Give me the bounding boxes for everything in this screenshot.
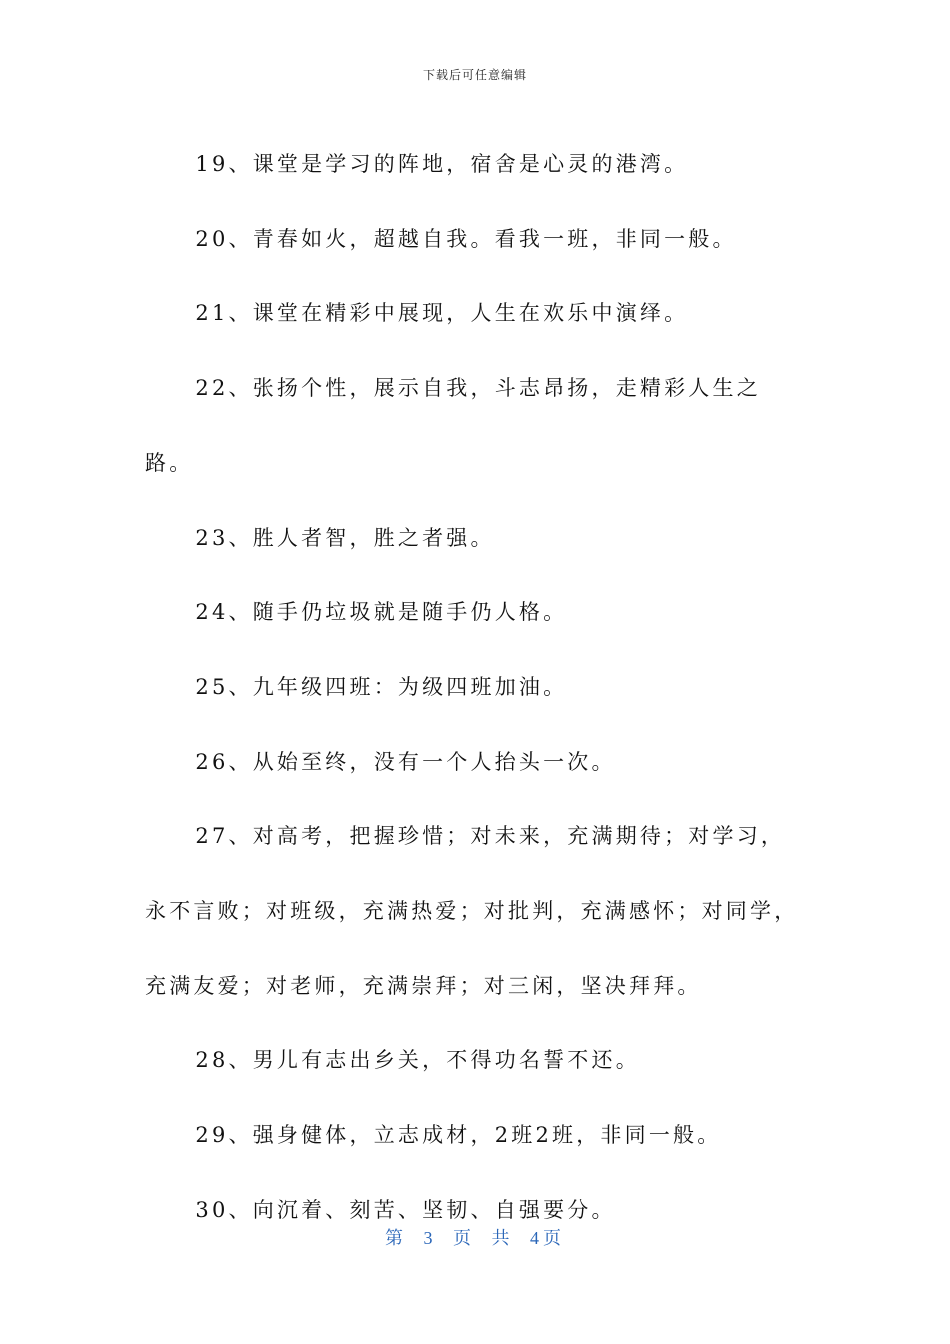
page-footer bbox=[0, 1224, 950, 1250]
footer-current-page: 3 bbox=[423, 1228, 437, 1248]
paragraph-19: 19、课堂是学习的阵地，宿舍是心灵的港湾。 bbox=[195, 152, 689, 176]
paragraph-21: 21、课堂在精彩中展现，人生在欢乐中演绎。 bbox=[195, 301, 689, 326]
paragraph-24: 24、随手仍垃圾就是随手仍人格。 bbox=[195, 600, 568, 625]
paragraph-27: 27、对高考，把握珍惜；对未来，充满期待；对学习，永不言败；对班级，充满热爱；对批判，充满感怀；对同学，充满友爱；对老师，充满崇拜；对三闲，坚决拜拜。 bbox=[145, 824, 799, 998]
paragraph-22: 22、张扬个性，展示自我，斗志昂扬，走精彩人生之路。 bbox=[145, 376, 761, 475]
paragraph-26: 26、从始至终，没有一个人抬头一次。 bbox=[195, 749, 616, 774]
footer-total-pages: 4页 bbox=[530, 1228, 565, 1248]
paragraph-30: 30、向沉着、刻苦、坚韧、自强要分。 bbox=[195, 1197, 616, 1222]
paragraph-23: 23、胜人者智，胜之者强。 bbox=[195, 525, 495, 550]
document-body bbox=[145, 127, 805, 1248]
paragraph-25: 25、九年级四班：为级四班加油。 bbox=[195, 674, 568, 699]
footer-total-label: 共 bbox=[491, 1228, 514, 1248]
footer-unit-label: 页 bbox=[453, 1228, 475, 1248]
paragraph-20: 20、青春如火，超越自我。看我一班，非同一般。 bbox=[195, 226, 737, 251]
page-header-note: 下载后可任意编辑 bbox=[422, 68, 527, 82]
paragraph-28: 28、男儿有志出乡关，不得功名誓不还。 bbox=[195, 1048, 640, 1073]
paragraph-29: 29、强身健体，立志成材，2班2班，非同一般。 bbox=[195, 1123, 722, 1148]
footer-page-label: 第 bbox=[385, 1228, 407, 1248]
